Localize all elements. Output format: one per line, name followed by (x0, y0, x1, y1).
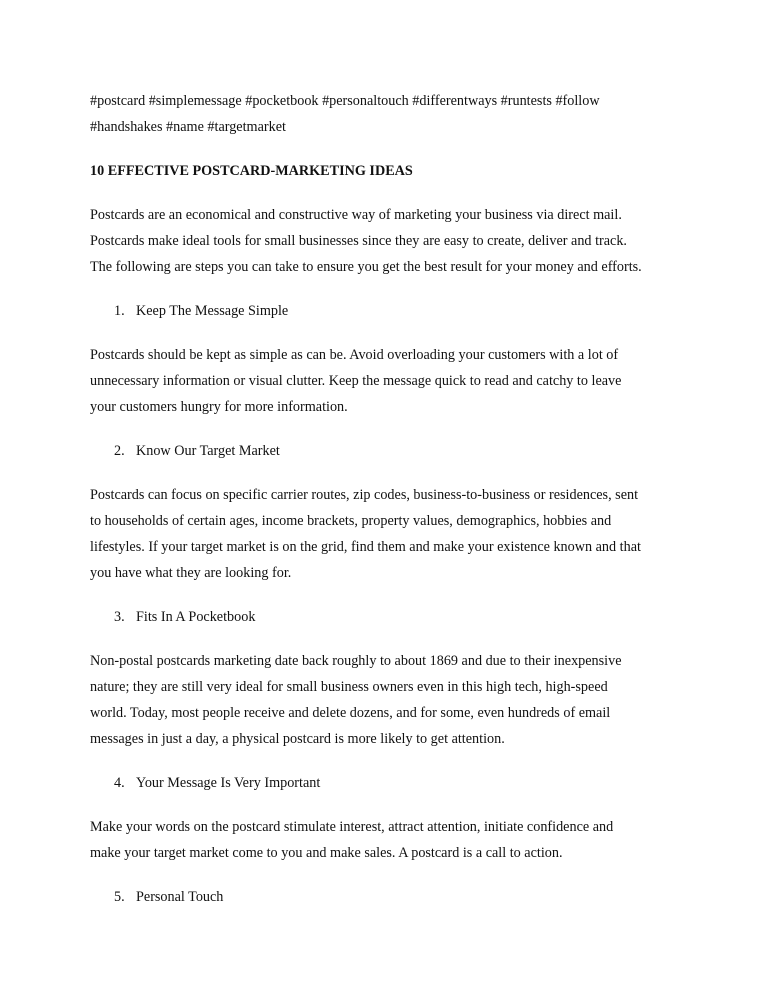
paragraph-line: Make your words on the postcard stimulate interest, attract attention, initiate confidence and (90, 819, 614, 835)
paragraph-line: lifestyles. If your target market is on the grid, find them and make your existence known and that (90, 539, 641, 555)
section-paragraph-2 (90, 482, 690, 586)
paragraph-line: Non-postal postcards marketing date back roughly to about 1869 and due to their inexpensive (90, 653, 622, 669)
paragraph-line: you have what they are looking for. (90, 565, 292, 581)
list-item-1 (90, 298, 690, 324)
document-page (90, 88, 690, 928)
section-paragraph-1 (90, 342, 690, 420)
paragraph-line: your customers hungry for more information. (90, 399, 348, 415)
paragraph-line: Postcards should be kept as simple as can be. Avoid overloading your customers with a lot of (90, 347, 619, 363)
section-heading: Know Our Target Market (136, 443, 280, 459)
paragraph-line: unnecessary information or visual clutter. Keep the message quick to read and catchy to leave (90, 373, 622, 389)
section-paragraph-4 (90, 814, 690, 866)
list-number: 1. (114, 303, 125, 319)
paragraph-line: Postcards can focus on specific carrier routes, zip codes, business-to-business or residences, sent (90, 487, 639, 503)
hashtags-line: #postcard #simplemessage #pocketbook #personaltouch #differentways #runtests #follow (90, 93, 600, 109)
list-item-5 (90, 884, 690, 910)
paragraph-line: messages in just a day, a physical postcard is more likely to get attention. (90, 731, 505, 747)
section-heading: Personal Touch (136, 889, 224, 905)
paragraph-line: world. Today, most people receive and delete dozens, and for some, even hundreds of email (90, 705, 611, 721)
list-number: 4. (114, 775, 125, 791)
intro-line: The following are steps you can take to ensure you get the best result for your money and efforts. (90, 259, 642, 275)
hashtags-paragraph (90, 88, 690, 140)
section-paragraph-3 (90, 648, 690, 752)
list-number: 3. (114, 609, 125, 625)
paragraph-line: nature; they are still very ideal for small business owners even in this high tech, high-speed (90, 679, 608, 695)
section-heading: Keep The Message Simple (136, 303, 289, 319)
paragraph-line: to households of certain ages, income brackets, property values, demographics, hobbies and (90, 513, 612, 529)
list-number: 2. (114, 443, 125, 459)
list-item-3 (90, 604, 690, 630)
list-item-4 (90, 770, 690, 796)
intro-line: Postcards make ideal tools for small businesses since they are easy to create, deliver and track. (90, 233, 627, 249)
list-item-2 (90, 438, 690, 464)
section-heading: Your Message Is Very Important (136, 775, 321, 791)
intro-line: Postcards are an economical and constructive way of marketing your business via direct mail. (90, 207, 622, 223)
hashtags-line: #handshakes #name #targetmarket (90, 119, 286, 135)
paragraph-line: make your target market come to you and make sales. A postcard is a call to action. (90, 845, 563, 861)
section-heading: Fits In A Pocketbook (136, 609, 256, 625)
intro-paragraph (90, 202, 690, 280)
document-title: 10 EFFECTIVE POSTCARD-MARKETING IDEAS (90, 163, 413, 179)
list-number: 5. (114, 889, 125, 905)
